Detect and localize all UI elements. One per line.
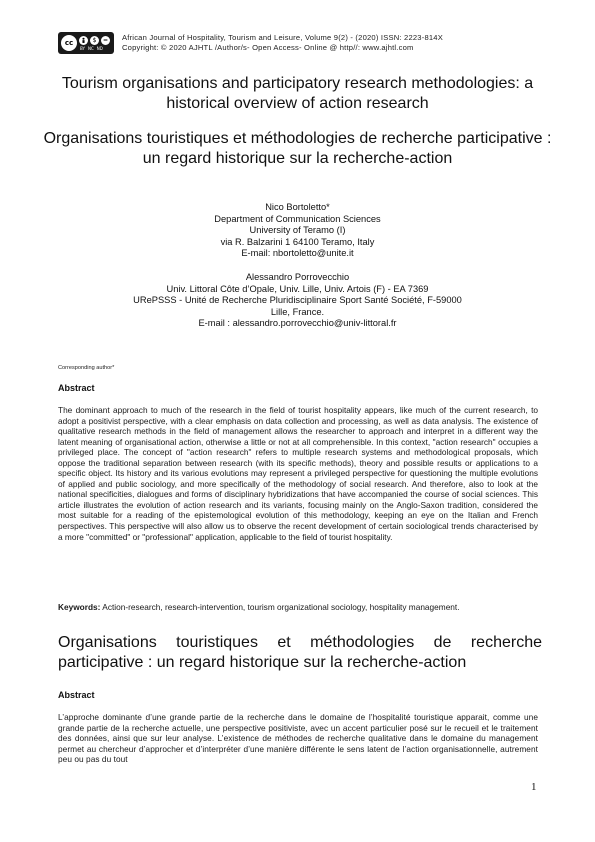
author1-university: University of Teramo (I) (249, 225, 346, 236)
abstract-text-english: The dominant approach to much of the research in the field of tourist hospitality appears, like much of the current research, to adopt a positivist perspective, with a clear emphasis on data collection and processing, as well as data analysis. The existence of qualitative research methods in the field of management allows the researcher to approach and interpret in a different way the latent meaning of organisational action, otherwise a little or not at all comprehensible. In this context, "action research" occupies a privileged place. The concept of "action research" refers to multiple research systems and methodological proposals, which oppose the traditional separation between research (with its specific methods), theory and possible results or applications to a specific object. Its history and its various evolutions may represent a privileged perspective for questioning the multiple evolutions of applied and public sociology, and more specifically of the methodology of social research. And therefore, also to look at the national specificities, dialogues and forms of disciplinary hybridizations that have accompanied the course of social sciences. This article illustrates the evolution of action research and its variants, focusing mainly on the Anglo-Saxon tradition, considered the most suitable for a reading of the epistemological evolution of this methodology, keeping an eye on the Italian and French perspectives. This perspective will also allow us to observe the recent development of certain sociological trends characterised by a more "committed" or "professional" application, applicable to the field of tourist hospitality. (58, 405, 538, 542)
corresponding-author-note: Corresponding author* (58, 365, 115, 371)
paper-title-english: Tourism organisations and participatory research methodologies: a historical overview of action research (61, 75, 534, 112)
noderivatives-icon: = (102, 36, 109, 44)
paper-title-french: Organisations touristiques et méthodologies de recherche participative : un regard historique sur la recherche-action (43, 130, 552, 167)
author1-address: via R. Balzarini 1 64100 Teramo, Italy (220, 236, 375, 247)
author2-name: Alessandro Porrovecchio (245, 271, 350, 282)
nd-label: ND (96, 45, 103, 51)
author2-city: Lille, France. (270, 306, 325, 317)
abstract-text-french: L’approche dominante d’une grande partie de la recherche dans le domaine de l’hospitalité touristique apparait, comme une grande partie de la recherche actuelle, une perspective positiviste, avec un accent particulier posé sur le recueil et le traitement des données, ainsi que sur leur analyse. L’existence de méthodes de recherche qualitative dans le domaine du management permet au chercheur d’approcher et d’interpréter d’une manière différente le sens latent de l’action organisationnelle, autrement peu ou pas du tout (58, 712, 538, 765)
author1-email: E-mail: nbortoletto@unite.it (241, 248, 354, 259)
abstract-heading-french: Abstract (58, 690, 95, 700)
by-label: BY (80, 45, 85, 51)
keywords-label: Keywords: (58, 602, 101, 612)
creative-commons-license-icon (58, 32, 114, 54)
journal-copyright: Copyright: © 2020 AJHTL /Author/s- Open Access- Online @ http//: www.ajhtl.com (122, 43, 414, 52)
abstract-heading-english: Abstract (58, 383, 95, 393)
by-attribution-icon (79, 36, 88, 45)
journal-header (58, 32, 443, 54)
journal-citation: African Journal of Hospitality, Tourism and Leisure, Volume 9(2) - (2020) ISSN: 2223-814X (122, 33, 443, 42)
author2-unit: URePSSS - Unité de Recherche Pluridisciplinaire Sport Santé Société, F-59000 (133, 295, 462, 306)
keywords-paragraph (58, 602, 538, 613)
author-block (40, 202, 555, 330)
page-number: 1 (531, 781, 537, 793)
author2-affiliation: Univ. Littoral Côte d’Opale, Univ. Lille, Univ. Artois (F) - EA 7369 (166, 283, 429, 294)
author2-email: E-mail : alessandro.porrovecchio@univ-littoral.fr (198, 318, 397, 329)
noncommercial-icon: $ (90, 36, 99, 45)
keywords-text: Action-research, research-intervention, tourism organizational sociology, hospitality management. (102, 602, 460, 612)
cc-logo-icon: cc (61, 35, 77, 51)
nc-label: NC (87, 45, 94, 51)
author1-department: Department of Communication Sciences (214, 213, 381, 224)
section-title-french: Organisations touristiques et méthodologies de recherche participative : un regard historique sur la recherche-action (58, 634, 542, 671)
author1-name: Nico Bortoletto* (265, 202, 330, 212)
